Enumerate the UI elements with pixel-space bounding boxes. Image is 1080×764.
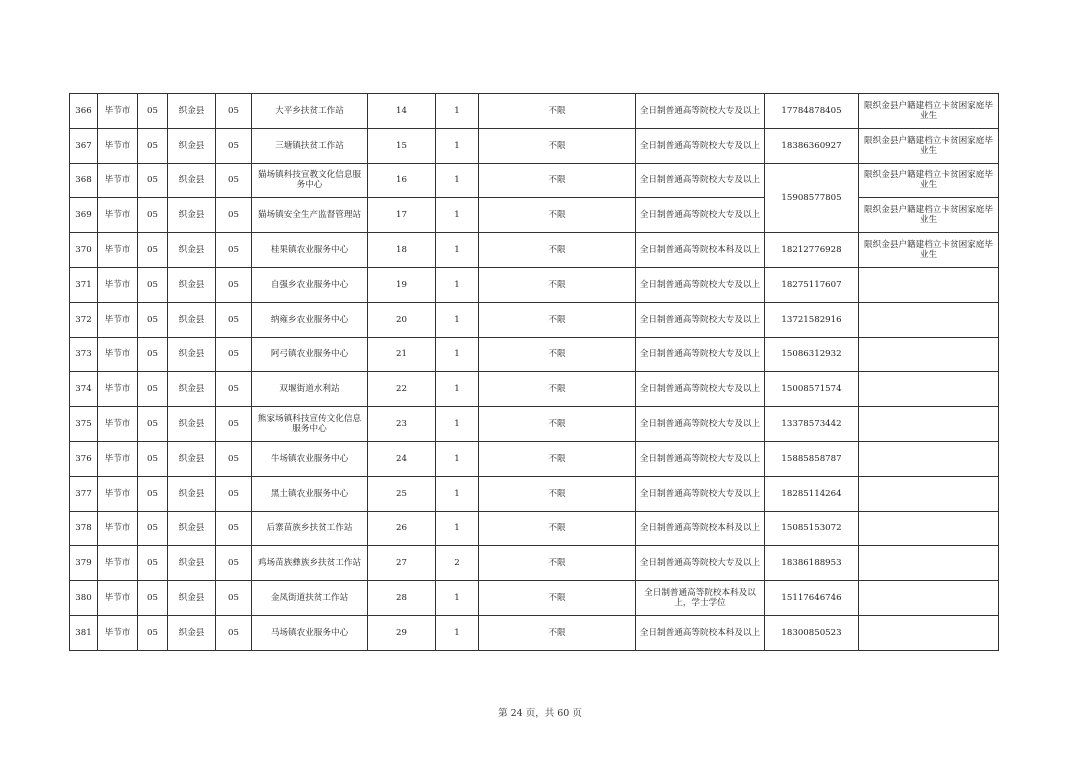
table-row	[70, 198, 999, 233]
remarks-cell: 限织金县户籍建档立卡贫困家庭毕业生	[859, 94, 999, 129]
city-code-cell: 05	[138, 441, 168, 476]
county-cell: 织金县	[168, 581, 216, 616]
city-code-cell: 05	[138, 198, 168, 233]
positions-table	[69, 93, 999, 651]
major-cell: 不限	[479, 441, 636, 476]
city-cell: 毕节市	[98, 546, 138, 581]
county-cell: 织金县	[168, 267, 216, 302]
major-cell: 不限	[479, 198, 636, 233]
city-code-cell: 05	[138, 302, 168, 337]
remarks-cell	[859, 511, 999, 546]
hire-count-cell: 1	[436, 372, 479, 407]
county-code-cell: 05	[216, 441, 252, 476]
education-cell: 全日制普通高等院校大专及以上	[636, 128, 765, 163]
phone-cell: 13721582916	[765, 302, 859, 337]
unit-name-cell: 纳雍乡农业服务中心	[252, 302, 368, 337]
hire-count-cell: 1	[436, 476, 479, 511]
major-cell: 不限	[479, 581, 636, 616]
row-number-cell: 371	[70, 267, 98, 302]
county-code-cell: 05	[216, 581, 252, 616]
county-code-cell: 05	[216, 128, 252, 163]
post-code-cell: 14	[368, 94, 436, 129]
table-row	[70, 302, 999, 337]
county-cell: 织金县	[168, 615, 216, 650]
county-cell: 织金县	[168, 407, 216, 442]
post-code-cell: 17	[368, 198, 436, 233]
city-cell: 毕节市	[98, 267, 138, 302]
table-row	[70, 94, 999, 129]
hire-count-cell: 1	[436, 615, 479, 650]
remarks-cell	[859, 476, 999, 511]
post-code-cell: 23	[368, 407, 436, 442]
unit-name-cell: 黑土镇农业服务中心	[252, 476, 368, 511]
hire-count-cell: 1	[436, 233, 479, 268]
row-number-cell: 370	[70, 233, 98, 268]
unit-name-cell: 猫场镇安全生产监督管理站	[252, 198, 368, 233]
education-cell: 全日制普通高等院校大专及以上	[636, 337, 765, 372]
major-cell: 不限	[479, 407, 636, 442]
row-number-cell: 379	[70, 546, 98, 581]
education-cell: 全日制普通高等院校本科及以上	[636, 511, 765, 546]
row-number-cell: 373	[70, 337, 98, 372]
major-cell: 不限	[479, 372, 636, 407]
unit-name-cell: 牛场镇农业服务中心	[252, 441, 368, 476]
phone-cell: 18300850523	[765, 615, 859, 650]
city-code-cell: 05	[138, 372, 168, 407]
phone-cell: 18386360927	[765, 128, 859, 163]
unit-name-cell: 后寨苗族乡扶贫工作站	[252, 511, 368, 546]
row-number-cell: 366	[70, 94, 98, 129]
city-code-cell: 05	[138, 407, 168, 442]
remarks-cell	[859, 581, 999, 616]
county-code-cell: 05	[216, 94, 252, 129]
unit-name-cell: 猫场镇科技宣教文化信息服务中心	[252, 163, 368, 198]
education-cell: 全日制普通高等院校本科及以上	[636, 233, 765, 268]
county-cell: 织金县	[168, 198, 216, 233]
table-row	[70, 337, 999, 372]
county-code-cell: 05	[216, 407, 252, 442]
education-cell: 全日制普通高等院校大专及以上	[636, 407, 765, 442]
unit-name-cell: 熊家场镇科技宣传文化信息服务中心	[252, 407, 368, 442]
remarks-cell: 限织金县户籍建档立卡贫困家庭毕业生	[859, 128, 999, 163]
county-code-cell: 05	[216, 198, 252, 233]
post-code-cell: 29	[368, 615, 436, 650]
remarks-cell	[859, 372, 999, 407]
remarks-cell	[859, 267, 999, 302]
phone-cell: 15117646746	[765, 581, 859, 616]
row-number-cell: 378	[70, 511, 98, 546]
table-row	[70, 511, 999, 546]
page-number: 第 24 页，共 60 页	[498, 708, 582, 719]
county-cell: 织金县	[168, 441, 216, 476]
city-cell: 毕节市	[98, 302, 138, 337]
education-cell: 全日制普通高等院校大专及以上	[636, 163, 765, 198]
unit-name-cell: 鸡场苗族彝族乡扶贫工作站	[252, 546, 368, 581]
post-code-cell: 24	[368, 441, 436, 476]
county-cell: 织金县	[168, 94, 216, 129]
county-code-cell: 05	[216, 163, 252, 198]
post-code-cell: 16	[368, 163, 436, 198]
post-code-cell: 28	[368, 581, 436, 616]
county-cell: 织金县	[168, 163, 216, 198]
remarks-cell: 限织金县户籍建档立卡贫困家庭毕业生	[859, 198, 999, 233]
hire-count-cell: 1	[436, 337, 479, 372]
phone-cell: 18275117607	[765, 267, 859, 302]
row-number-cell: 369	[70, 198, 98, 233]
county-cell: 织金县	[168, 302, 216, 337]
city-code-cell: 05	[138, 615, 168, 650]
phone-cell: 15008571574	[765, 372, 859, 407]
hire-count-cell: 1	[436, 267, 479, 302]
phone-cell: 18212776928	[765, 233, 859, 268]
city-code-cell: 05	[138, 128, 168, 163]
remarks-cell	[859, 441, 999, 476]
table-row	[70, 581, 999, 616]
city-code-cell: 05	[138, 163, 168, 198]
county-cell: 织金县	[168, 337, 216, 372]
city-cell: 毕节市	[98, 163, 138, 198]
county-cell: 织金县	[168, 511, 216, 546]
table-row	[70, 546, 999, 581]
major-cell: 不限	[479, 546, 636, 581]
county-code-cell: 05	[216, 546, 252, 581]
post-code-cell: 19	[368, 267, 436, 302]
major-cell: 不限	[479, 94, 636, 129]
county-code-cell: 05	[216, 372, 252, 407]
city-code-cell: 05	[138, 94, 168, 129]
post-code-cell: 25	[368, 476, 436, 511]
city-code-cell: 05	[138, 546, 168, 581]
row-number-cell: 380	[70, 581, 98, 616]
city-cell: 毕节市	[98, 407, 138, 442]
remarks-cell: 限织金县户籍建档立卡贫困家庭毕业生	[859, 233, 999, 268]
table-row	[70, 615, 999, 650]
education-cell: 全日制普通高等院校本科及以上，学士学位	[636, 581, 765, 616]
hire-count-cell: 1	[436, 128, 479, 163]
hire-count-cell: 1	[436, 302, 479, 337]
city-code-cell: 05	[138, 511, 168, 546]
city-code-cell: 05	[138, 476, 168, 511]
phone-cell: 18285114264	[765, 476, 859, 511]
education-cell: 全日制普通高等院校大专及以上	[636, 546, 765, 581]
county-cell: 织金县	[168, 476, 216, 511]
unit-name-cell: 阿弓镇农业服务中心	[252, 337, 368, 372]
table-row	[70, 441, 999, 476]
phone-cell: 17784878405	[765, 94, 859, 129]
county-code-cell: 05	[216, 476, 252, 511]
city-code-cell: 05	[138, 267, 168, 302]
city-cell: 毕节市	[98, 337, 138, 372]
hire-count-cell: 1	[436, 441, 479, 476]
post-code-cell: 20	[368, 302, 436, 337]
major-cell: 不限	[479, 233, 636, 268]
city-cell: 毕节市	[98, 476, 138, 511]
county-cell: 织金县	[168, 546, 216, 581]
city-cell: 毕节市	[98, 441, 138, 476]
table-row	[70, 407, 999, 442]
phone-cell: 13378573442	[765, 407, 859, 442]
table-body	[70, 94, 999, 651]
city-cell: 毕节市	[98, 615, 138, 650]
row-number-cell: 375	[70, 407, 98, 442]
post-code-cell: 21	[368, 337, 436, 372]
county-code-cell: 05	[216, 615, 252, 650]
table-row	[70, 163, 999, 198]
major-cell: 不限	[479, 476, 636, 511]
remarks-cell	[859, 546, 999, 581]
remarks-cell: 限织金县户籍建档立卡贫困家庭毕业生	[859, 163, 999, 198]
unit-name-cell: 双堰街道水利站	[252, 372, 368, 407]
major-cell: 不限	[479, 163, 636, 198]
row-number-cell: 376	[70, 441, 98, 476]
row-number-cell: 374	[70, 372, 98, 407]
major-cell: 不限	[479, 337, 636, 372]
remarks-cell	[859, 615, 999, 650]
major-cell: 不限	[479, 511, 636, 546]
city-code-cell: 05	[138, 581, 168, 616]
table-row	[70, 267, 999, 302]
education-cell: 全日制普通高等院校大专及以上	[636, 441, 765, 476]
hire-count-cell: 1	[436, 511, 479, 546]
row-number-cell: 367	[70, 128, 98, 163]
remarks-cell	[859, 302, 999, 337]
city-cell: 毕节市	[98, 581, 138, 616]
education-cell: 全日制普通高等院校大专及以上	[636, 302, 765, 337]
unit-name-cell: 自强乡农业服务中心	[252, 267, 368, 302]
row-number-cell: 381	[70, 615, 98, 650]
major-cell: 不限	[479, 615, 636, 650]
county-cell: 织金县	[168, 128, 216, 163]
city-cell: 毕节市	[98, 511, 138, 546]
education-cell: 全日制普通高等院校大专及以上	[636, 476, 765, 511]
unit-name-cell: 桂果镇农业服务中心	[252, 233, 368, 268]
unit-name-cell: 大平乡扶贫工作站	[252, 94, 368, 129]
county-code-cell: 05	[216, 511, 252, 546]
table-row	[70, 233, 999, 268]
remarks-cell	[859, 337, 999, 372]
unit-name-cell: 金凤街道扶贫工作站	[252, 581, 368, 616]
phone-cell: 15086312932	[765, 337, 859, 372]
table-row	[70, 476, 999, 511]
city-code-cell: 05	[138, 233, 168, 268]
major-cell: 不限	[479, 302, 636, 337]
post-code-cell: 22	[368, 372, 436, 407]
county-code-cell: 05	[216, 267, 252, 302]
phone-cell: 15908577805	[765, 163, 859, 233]
major-cell: 不限	[479, 267, 636, 302]
hire-count-cell: 2	[436, 546, 479, 581]
county-cell: 织金县	[168, 233, 216, 268]
city-cell: 毕节市	[98, 128, 138, 163]
remarks-cell	[859, 407, 999, 442]
phone-cell: 15885858787	[765, 441, 859, 476]
post-code-cell: 26	[368, 511, 436, 546]
hire-count-cell: 1	[436, 407, 479, 442]
hire-count-cell: 1	[436, 581, 479, 616]
hire-count-cell: 1	[436, 94, 479, 129]
phone-cell: 18386188953	[765, 546, 859, 581]
phone-cell: 15085153072	[765, 511, 859, 546]
county-code-cell: 05	[216, 302, 252, 337]
hire-count-cell: 1	[436, 198, 479, 233]
city-cell: 毕节市	[98, 233, 138, 268]
education-cell: 全日制普通高等院校大专及以上	[636, 372, 765, 407]
row-number-cell: 368	[70, 163, 98, 198]
major-cell: 不限	[479, 128, 636, 163]
post-code-cell: 27	[368, 546, 436, 581]
unit-name-cell: 三塘镇扶贫工作站	[252, 128, 368, 163]
unit-name-cell: 马场镇农业服务中心	[252, 615, 368, 650]
row-number-cell: 372	[70, 302, 98, 337]
city-code-cell: 05	[138, 337, 168, 372]
education-cell: 全日制普通高等院校大专及以上	[636, 94, 765, 129]
education-cell: 全日制普通高等院校大专及以上	[636, 267, 765, 302]
city-cell: 毕节市	[98, 372, 138, 407]
table-row	[70, 128, 999, 163]
county-code-cell: 05	[216, 233, 252, 268]
row-number-cell: 377	[70, 476, 98, 511]
table-row	[70, 372, 999, 407]
education-cell: 全日制普通高等院校大专及以上	[636, 198, 765, 233]
post-code-cell: 18	[368, 233, 436, 268]
county-code-cell: 05	[216, 337, 252, 372]
city-cell: 毕节市	[98, 94, 138, 129]
county-cell: 织金县	[168, 372, 216, 407]
post-code-cell: 15	[368, 128, 436, 163]
education-cell: 全日制普通高等院校本科及以上	[636, 615, 765, 650]
hire-count-cell: 1	[436, 163, 479, 198]
city-cell: 毕节市	[98, 198, 138, 233]
